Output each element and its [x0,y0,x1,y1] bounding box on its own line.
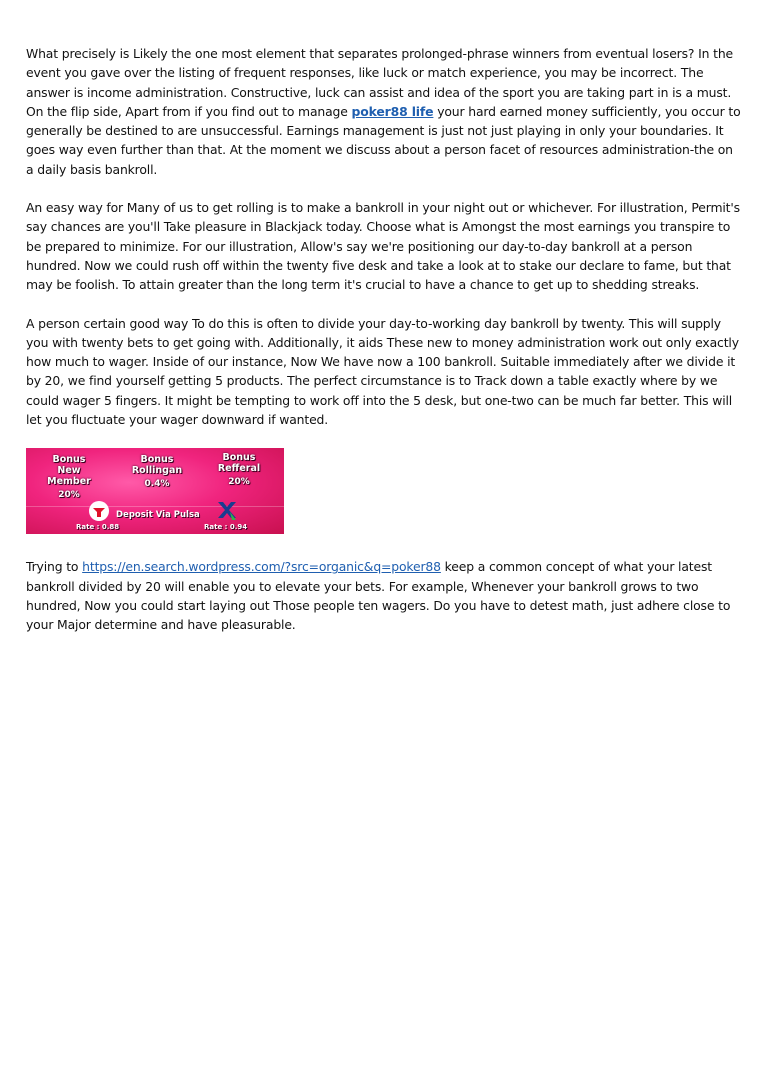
bonus-new-member-label: New Member [47,465,91,488]
bonus-rollingan-title: Bonus [140,454,174,466]
poker88-life-link[interactable]: poker88 life [351,103,434,119]
telkomsel-logo-icon [88,500,110,522]
bonus-rollingan [126,454,188,490]
bonus-promo-banner [26,448,284,534]
paragraph-4-text-start: Trying to [26,559,83,575]
rate-right-text: Rate : 0.94 [204,523,248,532]
bonus-new-member [34,454,104,501]
bonus-new-member-title: Bonus [52,454,86,466]
paragraph-4 [26,557,744,634]
paragraph-3: A person certain good way To do this is often to divide your day-to-working day bankroll by twenty. This will supply you with twenty bets to get going with. Additionally, it aids These new to money administration work out only exactly how much to wager. Inside of our instance, Now We have now a 100 bankroll. Suitable immediately after we divide it by 20, we find yourself getting 5 products. The perfect circumstance is to Track down a table exactly where by we could wager 5 fingers. It might be tempting to work off into the 5 desk, but one-two can be much far better. This will let you fluctuate your wager downward if wanted. [26,315,739,428]
bonus-refferal-label: Refferal [217,463,261,475]
banner-divider [26,506,284,507]
bonus-refferal-title: Bonus [222,452,256,464]
bonus-refferal-percent: 20% [228,477,250,488]
paragraph-1-text-end: your hard earned money sufficiently, you occur to generally be destined to are unsuccessful. Earnings management is just not just playing in only your boundaries. It goes way even further than that. At the moment we discuss about a person facet of resources administration-the on a daily basis bankroll. [26,103,741,177]
paragraph-1-text-start: What precisely is Likely the one most element that separates prolonged-phrase winners from eventual losers? In the event you gave over the listing of frequent responses, like luck or match experience, you may be incorrect. The answer is income administration. Constructive, luck can assist and idea of the sport you are taking part in is a must. On the flip side, Apart from if you find out to manage [26,46,734,119]
wordpress-search-link[interactable]: https://en.search.wordpress.com/?src=organic&q=poker88 [82,559,441,575]
bonus-new-member-percent: 20% [58,490,80,501]
xl-logo-icon [216,498,238,522]
deposit-via-pulsa-text: Deposit Via Pulsa [116,510,200,521]
bonus-rollingan-label: Rollingan [131,465,183,477]
paragraph-4-text-end: keep a common concept of what your latest bankroll divided by 20 will enable you to elevate your bets. For example, Whenever your bankroll grows to two hundred, Now you could start laying out Those people ten wagers. Do you have to detest math, just adhere close to your Major determine and have pleasurable. [26,559,731,633]
paragraph-2: An easy way for Many of us to get rolling is to make a bankroll in your night out or whichever. For illustration, Permit's say chances are you'll Take pleasure in Blackjack today. Choose what is Amongst the most earnings you transpire to be prepared to minimize. For our illustration, Allow's say we're positioning our day-to-day bankroll at a person hundred. Now we could rush off within the twenty five desk and take a look at to stake our declare to fame, but that may be foolish. To attain greater than the long term it's crucial to have a chance to get up to shedding streaks. [26,200,740,293]
document-body [26,44,744,654]
rate-left-text: Rate : 0.88 [76,523,120,532]
bonus-rollingan-percent: 0.4% [144,479,170,490]
paragraph-1 [26,44,744,179]
bonus-refferal [209,452,269,488]
